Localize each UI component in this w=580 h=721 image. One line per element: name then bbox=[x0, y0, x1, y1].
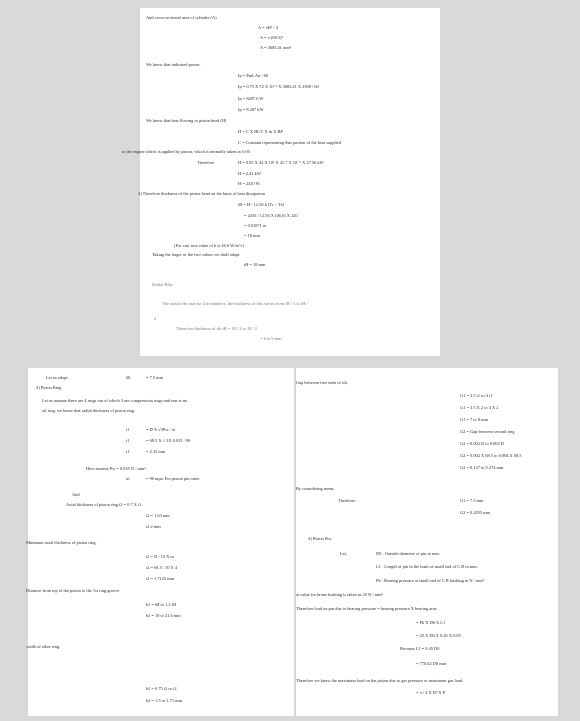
text-line: (For cast iron value of k is 46.6 W/m°c) bbox=[174, 243, 245, 248]
text-line: σt bbox=[126, 476, 130, 481]
text-line: H = C X HCV X m X BP bbox=[238, 129, 283, 134]
text-line: = 7.5 mm bbox=[146, 375, 163, 380]
text-line: t1 bbox=[126, 449, 130, 454]
bottom-left-page bbox=[28, 368, 294, 716]
text-line: G2 = 0.002 X 68.5 to 0.004 X 68.5 bbox=[460, 453, 522, 458]
text-line: Therefore we know the maximum load on the piston due to gas pressure or maximum gas load. bbox=[296, 678, 464, 683]
text-line: = π / 4 X D² X P bbox=[416, 690, 446, 695]
text-line: b1 = tH to 1.2 tH bbox=[146, 602, 177, 607]
text-line: t2 = 1.7125 mm bbox=[146, 576, 175, 581]
text-line: 3) Piston Ring bbox=[36, 385, 62, 390]
text-line: b2 = 1.5 or 1.71 mm bbox=[146, 698, 183, 703]
text-line: Therefore bbox=[338, 498, 356, 503]
text-line: = 2410 / 12.56 X (46.6) X 220 bbox=[244, 213, 298, 218]
text-line: = 6 to 9 mm bbox=[260, 336, 282, 341]
text-line: t2 2 mm bbox=[146, 524, 161, 529]
text-line: 2 bbox=[154, 316, 157, 321]
text-line: = Pb X D0 X L1 bbox=[416, 620, 446, 625]
text-line: Here assume Pw = 0.035 N / mm², bbox=[86, 466, 147, 471]
text-line: H = 2410 W bbox=[238, 181, 260, 186]
text-line: And cross-sectional area of cylinder (A) bbox=[146, 15, 217, 20]
text-line: Let, bbox=[340, 551, 347, 556]
text-line: A = π (68.5)² bbox=[260, 35, 283, 40]
text-line: width of other ring, bbox=[26, 644, 61, 649]
text-line: The radial ribs may be 4 in numbers, the thickness of ribs varies from tH / 3 to tH / bbox=[162, 301, 308, 306]
text-line: = 18 mm bbox=[244, 233, 260, 238]
text-line: We know that indicated power, bbox=[146, 62, 201, 67]
text-line: = D X √3Pw / σt bbox=[146, 427, 176, 432]
text-line: = 25 X D0 X 0.45 X 0.85 bbox=[416, 633, 461, 638]
text-line: Minimum axial thickness of piston ring, bbox=[26, 540, 97, 545]
text-line: Because L1 = 0.45 D0 bbox=[400, 646, 440, 651]
text-line: Therefore thickness of rib tR = 18 / 3 to 18 / 2 bbox=[176, 326, 258, 331]
text-line: to the engine which is applied by piston, which is normally taken as 0.05. bbox=[122, 149, 252, 154]
text-line: b1 = 18 to 21.6 mm bbox=[146, 613, 181, 618]
text-line: Axial thickness of piston ring t2 = 0.7 X t1 bbox=[66, 502, 142, 507]
text-line: Ip = PmLAn / 60 bbox=[238, 73, 269, 78]
text-line: Taking the larger or the two values we shall adopt bbox=[152, 252, 240, 257]
text-line: We know that heat flowing to piston head (H) bbox=[146, 118, 227, 123]
text-line: = 68.5 X √ 3X 0.035 / 90 bbox=[146, 438, 191, 443]
text-line: G1 = 7 to 8 mm bbox=[460, 417, 488, 422]
text-line: t1 bbox=[126, 438, 130, 443]
text-line: tH = 18 mm bbox=[244, 262, 266, 267]
text-line: G1 = 3.5 t1 to 4 t1 bbox=[460, 393, 493, 398]
text-line: G1 = 3.5 X 2 to 4 X 2 bbox=[460, 405, 499, 410]
text-line: = 90 mpa. For piston pin outer bbox=[146, 476, 200, 481]
text-line: 2) Therefore thickness of the piston head on the basis of heat dissipation bbox=[138, 191, 265, 196]
text-line: Ip = 0.75 X 72 X 10⁻³ X 3683.41 X 2500 / 60 bbox=[238, 84, 319, 89]
text-line: Therefore bbox=[197, 160, 215, 165]
text-line: t1 bbox=[126, 427, 130, 432]
text-line: 4) Piston Pin, bbox=[308, 536, 332, 541]
text-line: G2 = 0.137 to 0.274 mm bbox=[460, 465, 504, 470]
text-line: G2 = Gap between second ring bbox=[460, 429, 515, 434]
text-line: Let us assume there are 4 rings out of which 3 are compression rings and one is an bbox=[42, 398, 187, 403]
text-line: Let us adopt bbox=[46, 375, 68, 380]
text-line: A = 3683.41 mm² bbox=[260, 45, 292, 50]
text-line: at value for bronz bushing is taken as 25 N / mm² bbox=[296, 592, 383, 597]
text-line: L1 : Length of pin in the bush of small end of C.R in mm. bbox=[376, 564, 478, 569]
text-line: Ip = 8.287 kW bbox=[238, 107, 264, 112]
text-line: H = 2.41 kW bbox=[238, 171, 261, 176]
text-line: Pb : Bearing pressure at small end of C.R bushing in N / mm² bbox=[376, 578, 485, 583]
text-line: C = Constant representing that portion of the heat supplied bbox=[238, 140, 342, 145]
text-line: By considering mean, bbox=[296, 486, 335, 491]
text-line: Distance from top of the piston to the 1st ring groove bbox=[26, 588, 120, 593]
text-line: Gap between free ends of rib, bbox=[296, 380, 348, 385]
text-line: H = 0.05 X 42 X 10³ X 41.7 X 10⁻⁶ X 27.56 kW bbox=[238, 160, 324, 165]
text-line: tR bbox=[126, 375, 131, 380]
bottom-right-page bbox=[296, 368, 558, 716]
text-line: tH = H / 12.56 k (Tc − Te) bbox=[238, 202, 285, 207]
text-line: G2 = 0.002 D to 0.004 D bbox=[460, 441, 504, 446]
text-line: oil ring, we know that radial thickness of piston ring. bbox=[42, 408, 136, 413]
text-line: Ip = 8287.6 W bbox=[238, 96, 264, 101]
text-line: t2 = 1.63 mm bbox=[146, 513, 170, 518]
text-line: = 0.01871 m bbox=[244, 223, 267, 228]
text-line: Radial Ribs - bbox=[152, 282, 176, 287]
text-line: t2 = D / 10 X nr bbox=[146, 554, 175, 559]
text-line: Therefore load on pin due to bearing pressure = bearing pressure X bearing area bbox=[296, 606, 437, 611]
text-line: t2 = 68.5 / 10 X 4 bbox=[146, 565, 178, 570]
text-line: And bbox=[72, 492, 80, 497]
text-line: D0 : Outside diameter of pin in mm. bbox=[376, 551, 440, 556]
top-page bbox=[122, 8, 440, 356]
text-line: = 770.62 D0 mm bbox=[416, 661, 447, 666]
text-line: G1 = 7.5 mm bbox=[460, 498, 484, 503]
text-line: = 2.33 mm bbox=[146, 449, 166, 454]
text-line: G2 = 0.2055 mm bbox=[460, 510, 491, 515]
text-line: A = πD² / 4 bbox=[258, 25, 278, 30]
text-line: b2 = 0.75 t2 or t2 bbox=[146, 686, 177, 691]
